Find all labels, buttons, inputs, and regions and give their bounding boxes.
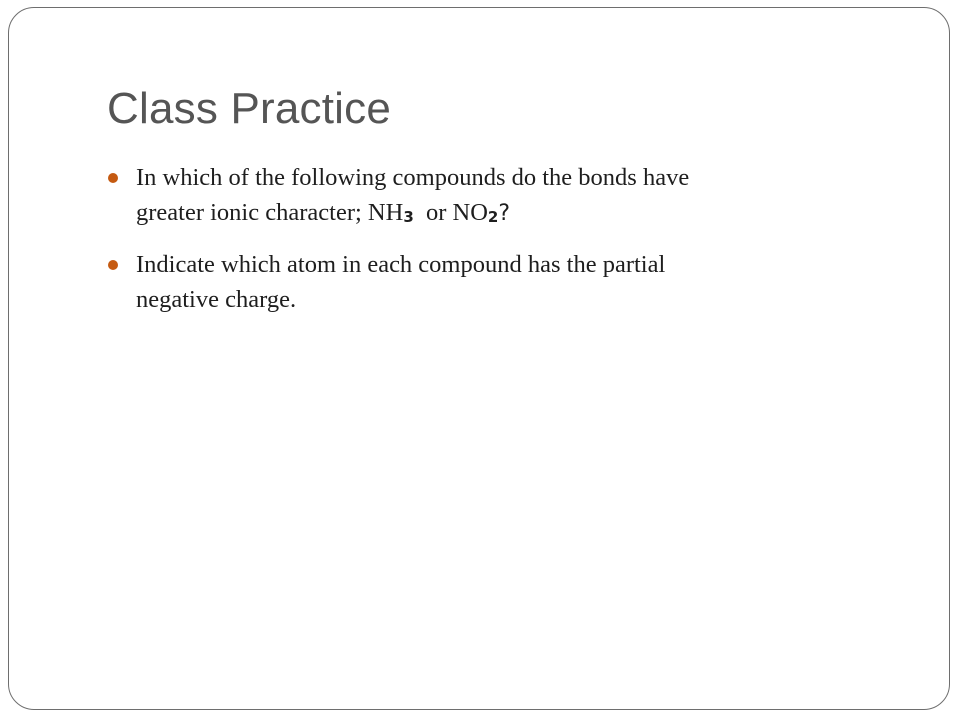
bullet-item-ionic-character	[108, 160, 828, 233]
bullet-dot-icon	[108, 260, 118, 270]
bullet-text-line2: greater ionic character; NH	[136, 199, 404, 226]
bullet-item-partial-charge	[108, 247, 828, 317]
bullet-text-line1: In which of the following compounds do the bonds have	[136, 164, 690, 191]
bullet-dot-icon	[108, 173, 118, 183]
slide-title: Class Practice	[107, 84, 391, 133]
bullet-text-line2: negative charge.	[136, 286, 297, 313]
bullet-text-mid: or NO	[413, 199, 488, 226]
subscript-3: 3	[403, 208, 414, 226]
subscript-2: 2	[487, 208, 499, 226]
bullet-text-line1: Indicate which atom in each compound has the partial	[136, 251, 666, 278]
bullet-list	[108, 160, 828, 331]
question-mark: ?	[498, 201, 511, 226]
